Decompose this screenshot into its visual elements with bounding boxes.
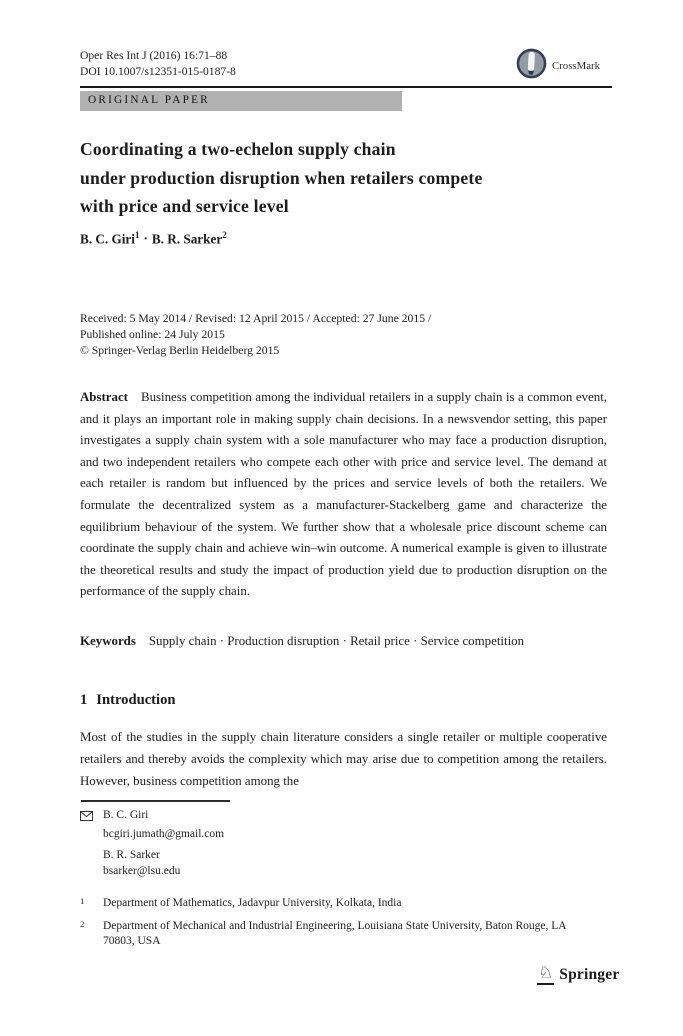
- affiliation-2-text: Department of Mechanical and Industrial Engineering, Louisiana State University, Baton Rouge, LA 70803, USA: [103, 919, 566, 947]
- abstract-label: Abstract: [80, 390, 128, 404]
- copyright-line: © Springer-Verlag Berlin Heidelberg 2015: [80, 344, 280, 357]
- header-divider: [80, 86, 612, 88]
- article-title: [80, 135, 620, 221]
- affiliation-1: [80, 896, 592, 912]
- title-line-2: under production disruption when retailers compete: [80, 167, 483, 188]
- crossmark-icon: [516, 48, 547, 84]
- crossmark-badge[interactable]: [516, 48, 600, 84]
- springer-knight-icon: ♘: [538, 963, 554, 983]
- coauthor-email[interactable]: bsarker@lsu.edu: [103, 864, 181, 877]
- affiliation-1-ref: 1: [80, 896, 85, 906]
- title-line-1: Coordinating a two-echelon supply chain: [80, 139, 396, 159]
- affiliation-2: [80, 919, 592, 950]
- journal-header: [80, 48, 236, 79]
- section-number: 1: [80, 692, 88, 708]
- footnotes: [80, 808, 592, 950]
- keywords: [80, 631, 560, 653]
- abstract-text: Business competition among the individual retailers in a supply chain is a common event, and it plays an important role in making supply chain decisions. In a newsvendor setting, this paper investigates a supply chain system with a sole manufacturer who may face a production disruption, and two independent retailers who compete each other with price and service level. The demand at each retailer is random but influenced by the prices and service levels of both the retailers. We formulate the decentralized system as a manufacturer-Stackelberg game and characterize the equilibrium behaviour of the system. We further show that a wholesale price discount scheme can coordinate the supply chain and achieve win–win outcome. A numerical example is given to illustrate the theoretical results and study the impact of production yield due to production disruption on the performance of the supply chain.: [80, 390, 607, 599]
- affiliation-1-text: Department of Mathematics, Jadavpur University, Kolkata, India: [103, 897, 402, 909]
- introduction-paragraph: Most of the studies in the supply chain literature considers a single retailer or multiple cooperative retailers and thereby avoids the complexity which may arise due to competition among the retailers. However, business competition among the: [80, 730, 607, 788]
- corresponding-author-email[interactable]: bcgiri.jumath@gmail.com: [103, 827, 225, 840]
- title-line-3: with price and service level: [80, 196, 289, 216]
- crossmark-label: CrossMark: [552, 60, 600, 72]
- keywords-text: Supply chain · Production disruption · Retail price · Service competition: [148, 634, 525, 648]
- author-1-affiliation-ref: 1: [134, 230, 140, 240]
- publisher-logo: [537, 965, 619, 985]
- section-title: Introduction: [96, 692, 176, 708]
- envelope-icon: [80, 808, 103, 827]
- doi: DOI 10.1007/s12351-015-0187-8: [80, 64, 236, 78]
- author-2-name: B. R. Sarker: [151, 231, 223, 247]
- keywords-label: Keywords: [80, 634, 136, 648]
- journal-citation: Oper Res Int J (2016) 16:71–88: [80, 49, 228, 62]
- authors-line: [80, 230, 227, 247]
- corresponding-author-name: B. C. Giri: [103, 809, 149, 821]
- author-1-name: B. C. Giri: [80, 231, 135, 247]
- coauthor-name: B. R. Sarker: [103, 849, 160, 861]
- footnote-divider: [81, 800, 230, 802]
- history-dates: Received: 5 May 2014 / Revised: 12 April 2015 / Accepted: 27 June 2015 /: [80, 312, 432, 325]
- affiliation-2-ref: 2: [80, 918, 85, 929]
- article-history: [80, 311, 431, 359]
- published-online: Published online: 24 July 2015: [80, 328, 225, 341]
- publisher-name: Springer: [559, 966, 620, 983]
- abstract: [80, 387, 607, 603]
- author-2-affiliation-ref: 2: [222, 230, 227, 240]
- section-heading-introduction: [80, 692, 176, 709]
- article-type-banner: ORIGINAL PAPER: [80, 91, 402, 111]
- author-separator: ·: [143, 231, 148, 247]
